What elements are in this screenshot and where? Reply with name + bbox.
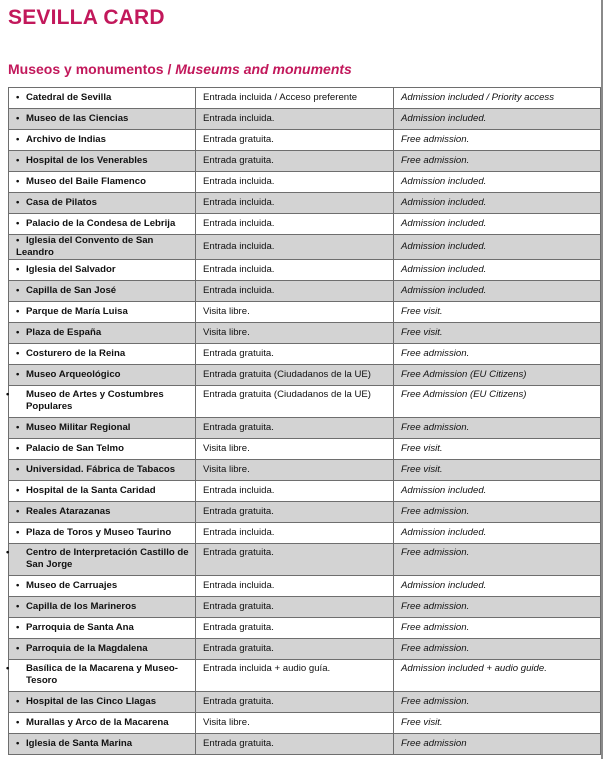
bullet-icon: • [16, 738, 20, 749]
attraction-name-cell [9, 281, 196, 302]
bullet-icon: • [16, 306, 20, 317]
spanish-access-cell: Entrada gratuita. [196, 734, 394, 755]
attraction-name-cell [9, 344, 196, 365]
english-access-cell: Admission included / Priority access [394, 88, 601, 109]
spanish-access-cell: Entrada incluida. [196, 214, 394, 235]
english-access-cell: Free admission. [394, 418, 601, 439]
english-access-cell: Free admission [394, 734, 601, 755]
english-access-cell: Free admission. [394, 502, 601, 523]
attraction-name-cell [9, 597, 196, 618]
english-access-cell: Admission included. [394, 481, 601, 502]
table-row [9, 281, 601, 302]
attraction-name-cell [9, 193, 196, 214]
table-row [9, 235, 601, 260]
spanish-access-cell: Entrada incluida. [196, 235, 394, 260]
english-access-cell: Free admission. [394, 639, 601, 660]
table-row [9, 365, 601, 386]
table-row [9, 386, 601, 418]
bullet-icon: • [16, 643, 20, 654]
attraction-name: Museo de Artes y Costumbres Populares [26, 389, 164, 412]
english-access-cell: Free visit. [394, 302, 601, 323]
bullet-icon: • [16, 155, 20, 166]
spanish-access-cell: Entrada gratuita. [196, 418, 394, 439]
section-title-english: Museums and monuments [175, 61, 352, 77]
attraction-name: Museo Militar Regional [26, 422, 131, 433]
attraction-name: Universidad. Fábrica de Tabacos [26, 464, 176, 475]
attraction-name: Capilla de San José [26, 285, 117, 296]
attraction-name-cell [9, 323, 196, 344]
table-row [9, 502, 601, 523]
bullet-icon: • [16, 113, 20, 124]
document-title: SEVILLA CARD [8, 6, 165, 29]
attraction-name-cell [9, 734, 196, 755]
attraction-name-cell [9, 172, 196, 193]
table-row [9, 597, 601, 618]
bullet-icon: • [16, 369, 20, 380]
attractions-table [8, 87, 601, 755]
attraction-name: Parroquia de Santa Ana [26, 622, 134, 633]
spanish-access-cell: Entrada incluida. [196, 281, 394, 302]
table-row [9, 523, 601, 544]
table-row [9, 460, 601, 481]
english-access-cell: Free admission. [394, 151, 601, 172]
attraction-name: Casa de Pilatos [26, 197, 97, 208]
attraction-name-cell [6, 660, 196, 692]
bullet-icon: • [16, 696, 20, 707]
attraction-name: Reales Atarazanas [26, 506, 111, 517]
attraction-name-cell [9, 713, 196, 734]
spanish-access-cell: Entrada gratuita (Ciudadanos de la UE) [196, 365, 394, 386]
attraction-name: Palacio de San Telmo [26, 443, 124, 454]
section-title [8, 60, 352, 78]
attraction-name-cell [9, 88, 196, 109]
attractions-table-body [6, 88, 601, 755]
bullet-icon: • [16, 601, 20, 612]
attraction-name-cell [6, 544, 196, 576]
attraction-name-cell [9, 576, 196, 597]
spanish-access-cell: Visita libre. [196, 439, 394, 460]
table-row [9, 639, 601, 660]
attraction-name: Parque de María Luisa [26, 306, 128, 317]
english-access-cell: Admission included. [394, 172, 601, 193]
bullet-icon: • [6, 547, 10, 558]
spanish-access-cell: Visita libre. [196, 302, 394, 323]
bullet-icon: • [16, 235, 20, 246]
bullet-icon: • [16, 176, 20, 187]
bullet-icon: • [16, 197, 20, 208]
attraction-name: Plaza de Toros y Museo Taurino [26, 527, 172, 538]
english-access-cell: Free admission. [394, 130, 601, 151]
bullet-icon: • [16, 622, 20, 633]
spanish-access-cell: Visita libre. [196, 713, 394, 734]
english-access-cell: Admission included. [394, 235, 601, 260]
english-access-cell: Free admission. [394, 344, 601, 365]
table-row [9, 172, 601, 193]
table-row [9, 734, 601, 755]
attraction-name-cell [9, 639, 196, 660]
spanish-access-cell: Entrada gratuita. [196, 544, 394, 576]
bullet-icon: • [16, 506, 20, 517]
attraction-name: Archivo de Indias [26, 134, 106, 145]
english-access-cell: Free admission. [394, 544, 601, 576]
table-row [9, 576, 601, 597]
attraction-name-cell [9, 302, 196, 323]
attraction-name: Parroquia de la Magdalena [26, 643, 148, 654]
attraction-name-cell [9, 618, 196, 639]
table-row [9, 130, 601, 151]
table-row [9, 713, 601, 734]
table-row [9, 214, 601, 235]
table-row [9, 618, 601, 639]
attraction-name: Iglesia de Santa Marina [26, 738, 133, 749]
table-row [9, 151, 601, 172]
attraction-name-cell [9, 502, 196, 523]
table-row [9, 88, 601, 109]
bullet-icon: • [16, 527, 20, 538]
table-row [9, 692, 601, 713]
attraction-name-cell [9, 151, 196, 172]
bullet-icon: • [16, 717, 20, 728]
bullet-icon: • [16, 218, 20, 229]
attraction-name-cell [9, 130, 196, 151]
english-access-cell: Free Admission (EU Citizens) [394, 386, 601, 418]
bullet-icon: • [16, 134, 20, 145]
english-access-cell: Free visit. [394, 460, 601, 481]
english-access-cell: Admission included. [394, 281, 601, 302]
table-row [9, 323, 601, 344]
attraction-name-cell [9, 109, 196, 130]
bullet-icon: • [16, 264, 20, 275]
attraction-name-cell [9, 460, 196, 481]
spanish-access-cell: Entrada gratuita. [196, 151, 394, 172]
attraction-name-cell [9, 235, 196, 260]
bullet-icon: • [16, 485, 20, 496]
attraction-name-cell [9, 260, 196, 281]
attraction-name: Hospital de las Cinco Llagas [26, 696, 157, 707]
bullet-icon: • [16, 443, 20, 454]
attraction-name: Capilla de los Marineros [26, 601, 137, 612]
spanish-access-cell: Entrada incluida. [196, 172, 394, 193]
attraction-name-cell [9, 481, 196, 502]
spanish-access-cell: Entrada gratuita. [196, 130, 394, 151]
table-row [9, 344, 601, 365]
spanish-access-cell: Entrada incluida. [196, 481, 394, 502]
bullet-icon: • [16, 92, 20, 103]
attraction-name: Hospital de los Venerables [26, 155, 148, 166]
section-title-spanish: Museos y monumentos / [8, 61, 176, 77]
attraction-name-cell [9, 418, 196, 439]
spanish-access-cell: Entrada gratuita (Ciudadanos de la UE) [196, 386, 394, 418]
english-access-cell: Free visit. [394, 439, 601, 460]
english-access-cell: Admission included. [394, 214, 601, 235]
bullet-icon: • [16, 285, 20, 296]
attraction-name: Hospital de la Santa Caridad [26, 485, 156, 496]
attraction-name: Museo de Carruajes [26, 580, 118, 591]
table-row [9, 481, 601, 502]
table-row [9, 439, 601, 460]
english-access-cell: Free visit. [394, 713, 601, 734]
table-row [9, 302, 601, 323]
attraction-name: Museo del Baile Flamenco [26, 176, 146, 187]
attraction-name: Museo de las Ciencias [26, 113, 129, 124]
spanish-access-cell: Entrada gratuita. [196, 618, 394, 639]
attraction-name: Catedral de Sevilla [26, 92, 112, 103]
english-access-cell: Free admission. [394, 618, 601, 639]
attraction-name: Costurero de la Reina [26, 348, 126, 359]
spanish-access-cell: Entrada gratuita. [196, 692, 394, 713]
english-access-cell: Free visit. [394, 323, 601, 344]
spanish-access-cell: Entrada incluida. [196, 576, 394, 597]
spanish-access-cell: Visita libre. [196, 460, 394, 481]
english-access-cell: Admission included. [394, 523, 601, 544]
english-access-cell: Free admission. [394, 692, 601, 713]
english-access-cell: Free admission. [394, 597, 601, 618]
spanish-access-cell: Entrada incluida. [196, 193, 394, 214]
spanish-access-cell: Entrada gratuita. [196, 502, 394, 523]
attraction-name: Museo Arqueológico [26, 369, 121, 380]
table-row [9, 109, 601, 130]
spanish-access-cell: Entrada gratuita. [196, 597, 394, 618]
attraction-name: Centro de Interpretación Castillo de San Jorge [26, 547, 189, 570]
bullet-icon: • [16, 422, 20, 433]
bullet-icon: • [16, 464, 20, 475]
english-access-cell: Admission included. [394, 576, 601, 597]
spanish-access-cell: Entrada incluida + audio guía. [196, 660, 394, 692]
spanish-access-cell: Visita libre. [196, 323, 394, 344]
attraction-name-cell [9, 365, 196, 386]
bullet-icon: • [16, 327, 20, 338]
spanish-access-cell: Entrada incluida. [196, 260, 394, 281]
attraction-name: Iglesia del Salvador [26, 264, 116, 275]
attraction-name-cell [9, 214, 196, 235]
attraction-name-cell [9, 523, 196, 544]
attraction-name: Iglesia del Convento de San Leandro [16, 235, 154, 258]
english-access-cell: Admission included. [394, 260, 601, 281]
bullet-icon: • [6, 663, 10, 674]
attraction-name-cell [6, 386, 196, 418]
english-access-cell: Admission included + audio guide. [394, 660, 601, 692]
attraction-name: Plaza de España [26, 327, 102, 338]
table-row [9, 260, 601, 281]
bullet-icon: • [16, 580, 20, 591]
english-access-cell: Admission included. [394, 109, 601, 130]
attraction-name-cell [9, 439, 196, 460]
table-row [9, 193, 601, 214]
spanish-access-cell: Entrada incluida / Acceso preferente [196, 88, 394, 109]
english-access-cell: Admission included. [394, 193, 601, 214]
bullet-icon: • [16, 348, 20, 359]
spanish-access-cell: Entrada incluida. [196, 109, 394, 130]
table-row [9, 660, 601, 692]
spanish-access-cell: Entrada incluida. [196, 523, 394, 544]
spanish-access-cell: Entrada gratuita. [196, 344, 394, 365]
bullet-icon: • [6, 389, 10, 400]
attraction-name: Palacio de la Condesa de Lebrija [26, 218, 176, 229]
attraction-name-cell [9, 692, 196, 713]
table-row [9, 544, 601, 576]
spanish-access-cell: Entrada gratuita. [196, 639, 394, 660]
english-access-cell: Free Admission (EU Citizens) [394, 365, 601, 386]
table-row [9, 418, 601, 439]
attraction-name: Murallas y Arco de la Macarena [26, 717, 169, 728]
attraction-name: Basílica de la Macarena y Museo-Tesoro [26, 663, 178, 686]
